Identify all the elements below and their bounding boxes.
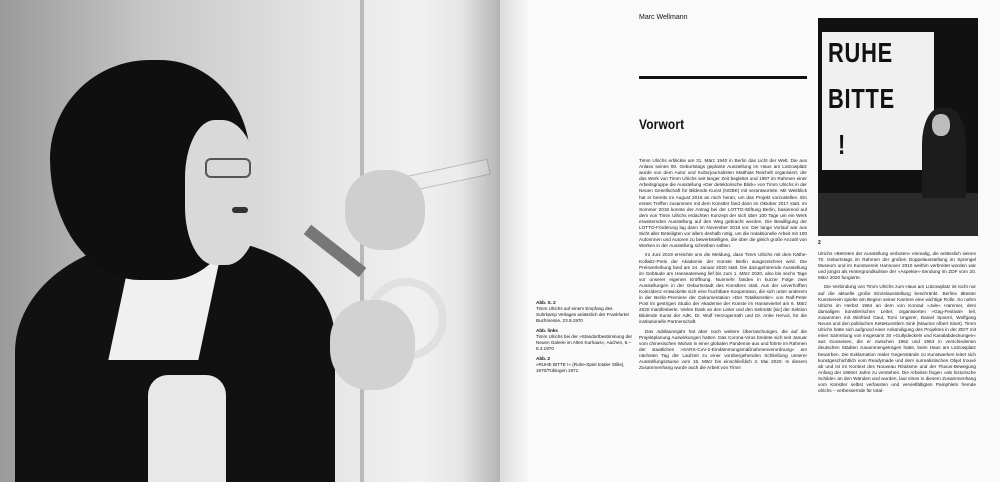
caption-text: Timm Ulrichs auf einem Empfang des Suhrkamp Verlages anlässlich der Frankfurter Buchmesse, 23.9.1970 xyxy=(536,306,630,323)
caption-1 xyxy=(536,300,634,324)
spine-shadow-right xyxy=(500,0,530,482)
paragraph: Ulrichs »Betreten der Ausstellung verboten« einmalig, die anlässlich seines 70. Geburtstags im Rahmen der großen Doppelausstellung im Sprengel Museum und im Kunstverein Hannover 2010 weithin verbreitet worden war und jüngst als Hintergrundkulisse der »Aspekte«-Sendung im ZDF vom 20. März 2020 fungierte. xyxy=(818,251,976,281)
paragraph: Das Jubiläumsjahr hat aber noch weitere Überraschungen, die auf die Projektplanung Auswirkungen hatten. Das Corona-Virus breitete sich seit Januar vom chinesischen Wuhan in einer globalen Pandemie aus und führte im Rahmen der staatlichen »SARS-CoV-2-Eindämmungsmaßnahmenverordnung« am nächsten Tag der Laufzeit zu einer vorübergehenden Schließung unserer Ausstellungsräume vom 16. März bis einschließlich 3. Mai 2020. In diesem Zusammenhang wurde auch die Arbeit von Timm xyxy=(639,328,807,371)
mustache xyxy=(232,207,248,213)
photo-floor xyxy=(818,193,978,236)
caption-label: Abb. S. 2 xyxy=(536,300,556,305)
spine-shadow-left xyxy=(460,0,500,482)
caption-2 xyxy=(536,328,634,352)
poster xyxy=(822,32,934,170)
figure-2-photo xyxy=(818,18,978,236)
lower-hand xyxy=(330,300,415,390)
person-face xyxy=(185,120,260,265)
heading-rule xyxy=(639,76,807,79)
caption-text: »RUHE BITTE !« (Ruhe-Spiel totaler Stille), 1970/Tübingen 1971 xyxy=(536,362,625,373)
body-column-left xyxy=(639,158,807,374)
right-page xyxy=(500,0,1000,482)
author-name: Marc Wellmann xyxy=(639,14,688,21)
poster-line: RUHE xyxy=(828,37,894,68)
caption-label: Abb. 2 xyxy=(536,356,551,361)
body-column-right xyxy=(818,251,976,397)
glasses xyxy=(205,158,251,178)
paragraph: Timm Ulrichs erblickte am 31. März 1940 in Berlin das Licht der Welt. Die aus Anlass seines 80. Geburtstags geplante Ausstellung im Haus am Lützowplatz wurde von dem Autor und Kulturjournalisten Matthias Reichelt organisiert, der das Werk von Timm Ulrichs seit langer Zeit begleitet und 1997 im Rahmen einer Arbeitsgruppe die Ausstellung »Der detektorische Blick« von Timm Ulrichs in der Neuen Gesellschaft für Bildende Kunst (NGBK) mit verantwortete. Mit Weitblick hat er bereits im August 2016 an mich heran, um das Projekt vorzustellen. Ein erstes Treffen zusammen mit dem Künstler fand dann im Oktober 2017 statt. Im Sommer 2018 konnte der Antrag bei der LOTTO-Stiftung Berlin, basierend auf dem von Timm Ulrichs erdachten Konzept der sich über 100 Tage um ein Werk erweiternden Ausstellung auf den Weg gebracht werden. Die Bewilligung der LOTTO-Förderung lag dann im November 2018 vor. Der lange Vorlauf war aus Sicht aller Beteiligten vor allem deshalb nötig, um die redaktionelle Arbeit mit 100 Autorinnen und Autoren zu bewerkstelligen, die über die gleich große Anzahl von Werken in der Ausstellung schreiben sollten. xyxy=(639,158,807,249)
poster-line: BITTE xyxy=(828,83,895,114)
paragraph: Die Verbindung von Timm Ulrichs zum Haus am Lützowplatz ist nicht nur auf die aktuelle große Einzelausstellung beschränkt. Berlins ältester Kunstverein spielte am Beginn seiner Karriere eine wichtige Rolle. So nahm Ulrichs im Herbst 1964 an dem von Konrad »Jule« Hammer, dem damaligen künstlerischen Leiter, organisierten »Gag-Festival« teil, zusammen mit Winfried Gaul, Tomi Ungerer, Daniel Spoerri, Wolfgang Neuss und den politischen Kettekunstlern Sinè (Maurice Albert Sinet). Timm Ulrichs hatte sich aufgrund einer Ankündigung des Projektes in der ZEIT mit einer Sammlung von insgesamt 30 »Gullydeckeln und Kanalabdeckungen« aus Gusseisen, die er zwischen 1962 und 1963 in verschiedenen deutschen Städten zusammengetragen hatte, beim Haus am Lützowplatz beworben. Die Exklamation realer Gegenstände zu Kunstwerken leitet sich kunstgeschichtlich vom Readymade und dem surrealistischen Objet trouvé ab und ist im Kontext des Nouveau Réalisme und der Fluxus-Bewegung Anfang der 1960er Jahre zu verstehen. Die Arbeiten fingen »als historische Schilde« an den Wänden und wurden, laut eines in diesem Zusammenhang vom Künstler selbst verfassten und vervielfältigten Pamphlets fremde ulrichs – verbessernde für total- xyxy=(818,284,976,394)
page-heading: Vorwort xyxy=(639,116,685,132)
paragraph: Im Juni 2019 erreichte uns die Meldung, dass Timm Ulrichs mit dem Käthe-Kollwitz-Preis der Akademie der Künste Berlin ausgezeichnet wird. Die Preisverleihung fand am 24. Januar 2020 statt. Die dazugehörende Ausstellung im Gebäude am Hanseatenweg lief bis zum 1. März 2020, also bis sechs Tage vor unserer eigenen Eröffnung. Nunmehr fanden in kurzer Folge zwei Ausstellungen in der Geburtsstadt des Künstlers statt. Aus der unverhofften Koinzidenz entwickelte sich eine fruchtbare Kooperation, die sich unter anderem in der Berlin-Premiere der Dokumentation »Der Totalkünstler« von Ralf-Peter Post im gestrigen Studio der Akademie der Künste im Hanseviertel am 6. März 2020 manifestierte. Vielen Dank an den Leiter und den Sekretär [sic] der Sektion Bildende Kunst der AdK, Dr. Wulf Herzogenrath und Dr. Anke Hervol, für die institutionelle Partnerschaft. xyxy=(639,252,807,325)
caption-text: Timm Ulrichs bei der »Standortbestimmung der Neuen Galerie im Alten Kurhaus«, Aachen, 6.–8.3.1970 xyxy=(536,334,633,351)
raised-hand xyxy=(345,170,425,250)
figure-number: 2 xyxy=(818,240,821,246)
photo-captions xyxy=(536,300,634,378)
caption-label: Abb. links xyxy=(536,328,558,333)
poster-line: ! xyxy=(838,129,847,160)
bottle xyxy=(148,375,226,482)
photo-figure-face xyxy=(932,114,950,136)
caption-3 xyxy=(536,356,634,374)
